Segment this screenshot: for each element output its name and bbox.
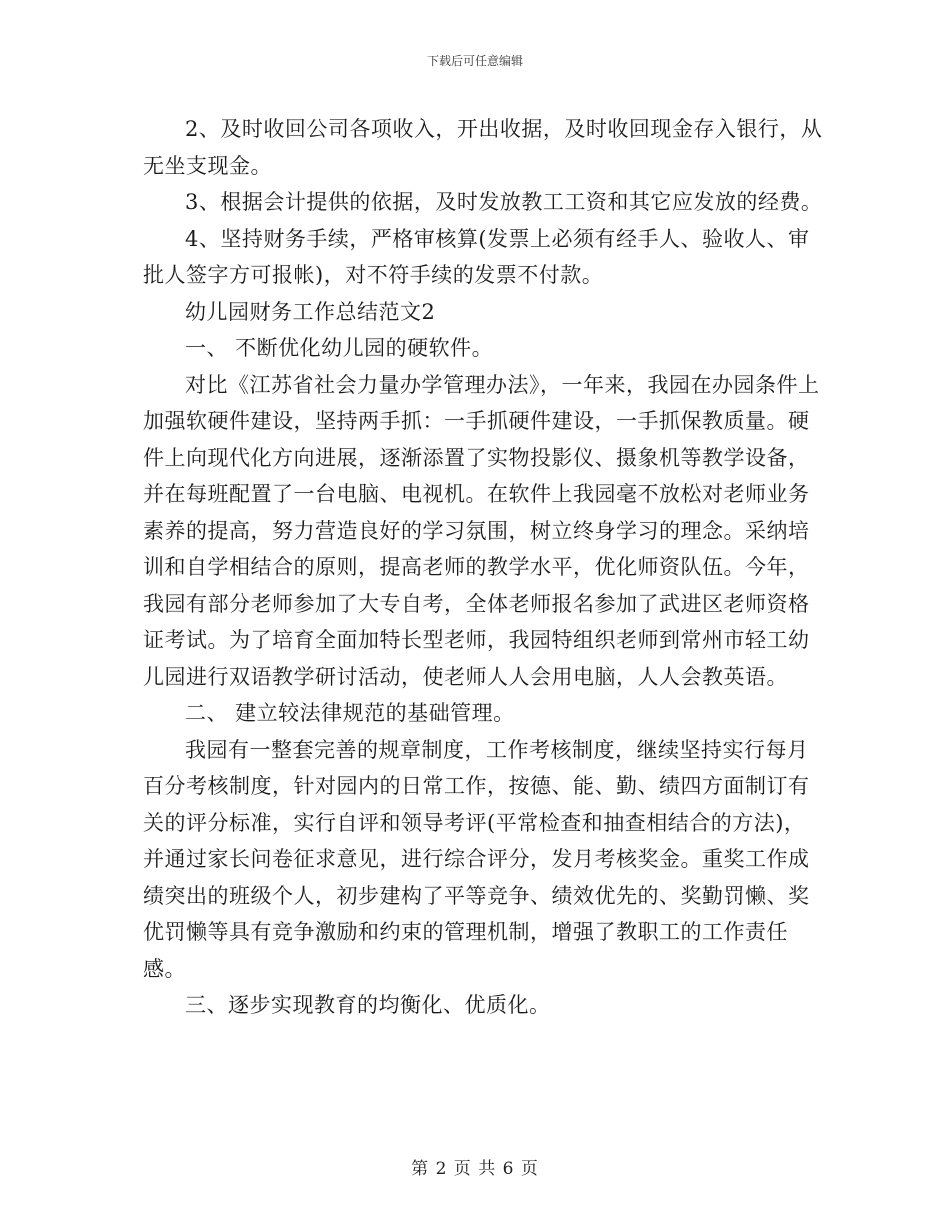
paragraph-item-4: 4、坚持财务手续，严格审核算(发票上必须有经手人、验收人、审批人签字方可报帐)，对不符手续的发票不付款。 bbox=[143, 226, 810, 287]
page-number: 第 2 页 共 6 页 bbox=[411, 1159, 539, 1179]
paragraph-item-2: 2、及时收回公司各项收入，开出收据，及时收回现金存入银行，从无坐支现金。 bbox=[143, 117, 823, 178]
heading-two: 二、 建立较法律规范的基础管理。 bbox=[185, 701, 515, 725]
paragraph-management: 我园有一整套完善的规章制度，工作考核制度，继续坚持实行每月百分考核制度，针对园内的日常工作，按德、能、勤、绩四方面制订有关的评分标准，实行自评和领导考评(平常检查和抽查相结合的方法)，并通过家长问卷征求意见，进行综合评分，发月考核奖金。重奖工作成绩突出的班级个人，初步建构了平等竞争、绩效优先的、奖勤罚懒、奖优罚懒等具有竞争激励和约束的管理机制，增强了教职工的工作责任感。 bbox=[143, 737, 810, 981]
heading-three: 三、逐步实现教育的均衡化、优质化。 bbox=[185, 993, 551, 1017]
page-header: 下载后可任意编辑 bbox=[426, 54, 523, 68]
document-body bbox=[143, 111, 823, 1024]
heading-one: 一、 不断优化幼儿园的硬软件。 bbox=[185, 336, 494, 360]
paragraph-hardware-software: 对比《江苏省社会力量办学管理办法》，一年来，我园在办园条件上加强软硬件建设，坚持两手抓：一手抓硬件建设，一手抓保教质量。硬件上向现代化方向进展，逐渐添置了实物投影仪、摄象机等教学设备，并在每班配置了一台电脑、电视机。在软件上我园毫不放松对老师业务素养的提高，努力营造良好的学习氛围，树立终身学习的理念。采纳培训和自学相结合的原则，提高老师的教学水平，优化师资队伍。今年，我园有部分老师参加了大专自考，全体老师报名参加了武进区老师资格证考试。为了培育全面加特长型老师，我园特组织老师到常州市轻工幼儿园进行双语教学研讨活动，使老师人人会用电脑，人人会教英语。 bbox=[143, 372, 820, 689]
section-title: 幼儿园财务工作总结范文2 bbox=[185, 299, 436, 324]
paragraph-item-3: 3、根据会计提供的依据，及时发放教工工资和其它应发放的经费。 bbox=[185, 190, 823, 214]
